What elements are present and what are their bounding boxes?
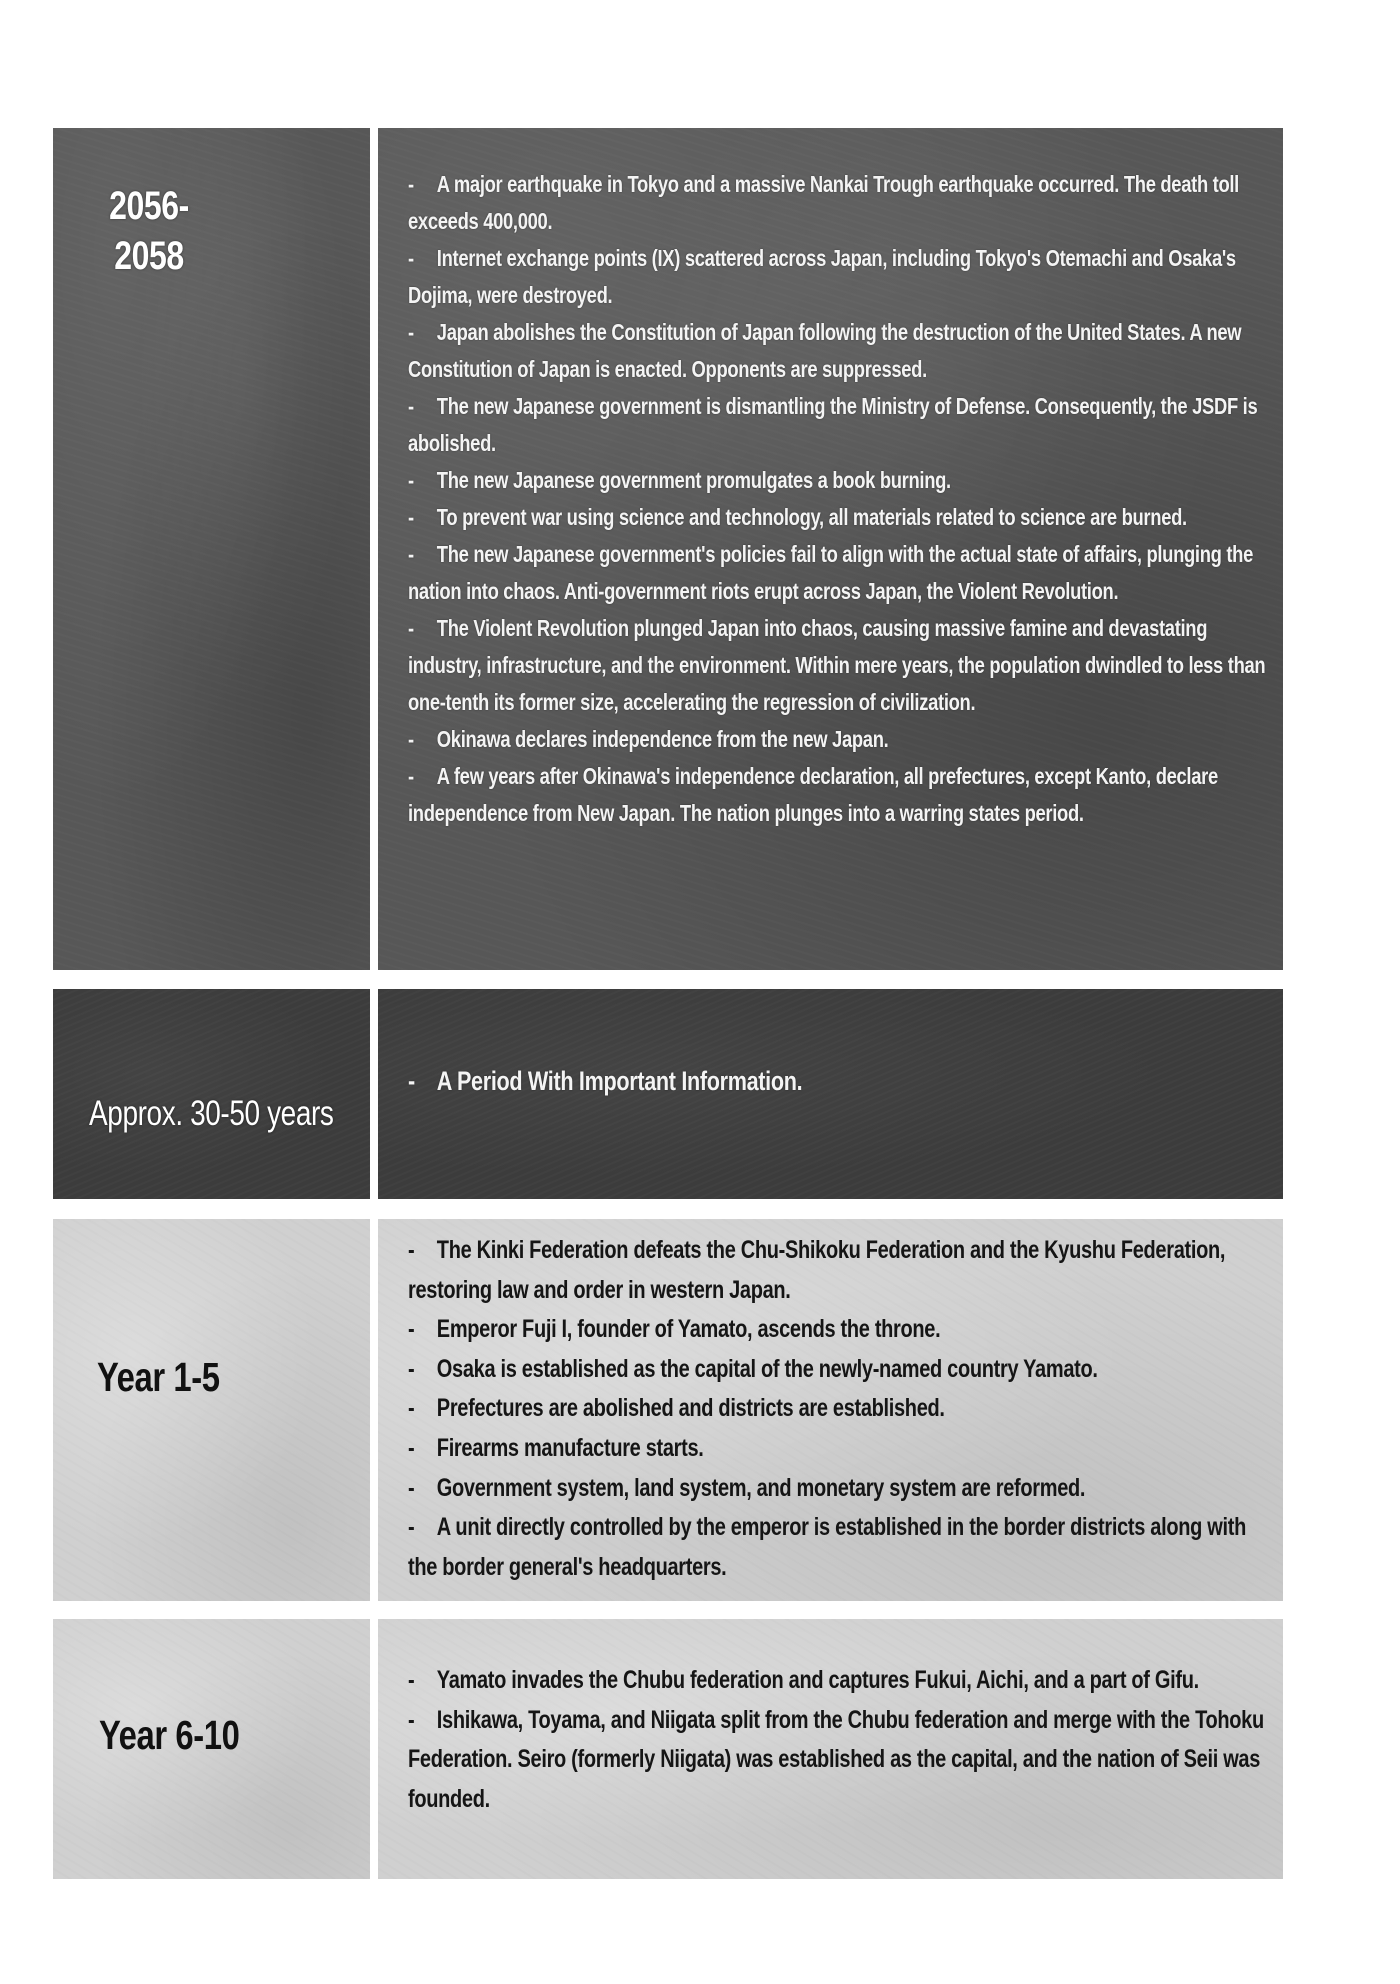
period-label-cell [53,1219,370,1601]
bullet-dash: - [408,1666,415,1694]
bullet-dash: - [408,1236,415,1264]
list-item [408,314,1272,388]
list-item [408,1389,1272,1429]
list-item [408,758,1272,832]
event-list [408,1661,1272,1819]
period-label: Year 6-10 [99,1712,240,1758]
bullet-dash: - [408,1394,415,1423]
event-list-cell [378,989,1283,1199]
list-item [408,499,1272,536]
period-label: Approx. 30-50 years [89,1094,334,1133]
list-item-text: Emperor Fuji I, founder of Yamato, ascends the throne. [436,1315,941,1344]
period-label-line: 2056- [109,184,189,228]
list-item [408,721,1272,758]
bullet-dash: - [408,1473,415,1502]
timeline-row-year-6-10 [53,1619,1283,1879]
list-item-text: The Kinki Federation defeats the Chu-Shikoku Federation and the Kyushu Federation, restoring law and order in western Japan. [408,1236,1226,1304]
period-label-line: 2058 [114,234,184,278]
list-item [408,1231,1272,1310]
list-item-text: Okinawa declares independence from the new Japan. [436,726,889,752]
list-item [408,1661,1272,1701]
list-item-text: The new Japanese government promulgates a book burning. [436,467,951,493]
timeline-row-approx-30-50-years [53,989,1283,1199]
list-item [408,166,1272,240]
bullet-dash: - [408,171,414,197]
list-item-text: Osaka is established as the capital of the newly-named country Yamato. [436,1354,1098,1383]
timeline-row-2056-2058 [53,128,1283,970]
period-label-cell [53,128,370,970]
timeline-row-year-1-5 [53,1219,1283,1601]
list-item [408,610,1272,721]
period-label: Year 1-5 [97,1354,220,1400]
period-label-cell [53,989,370,1199]
list-item [408,462,1272,499]
bullet-dash: - [408,763,414,789]
bullet-dash: - [408,467,414,493]
list-item [408,1061,1272,1101]
list-item [408,1310,1272,1350]
bullet-dash: - [408,319,414,345]
bullet-dash: - [408,1315,415,1344]
list-item-text: A few years after Okinawa's independence declaration, all prefectures, except Kanto, declare independence from New Japan. The nation plunges into a warring states period. [408,763,1218,826]
bullet-dash: - [408,1513,415,1542]
list-item-text: Yamato invades the Chubu federation and captures Fukui, Aichi, and a part of Gifu. [436,1666,1199,1694]
list-item [408,1429,1272,1469]
period-label [101,181,197,281]
bullet-dash: - [408,393,414,419]
list-item [408,240,1272,314]
bullet-dash: - [408,1705,415,1734]
event-list [408,1061,1272,1101]
bullet-dash: - [408,1433,415,1462]
list-item [408,1701,1272,1820]
list-item [408,1469,1272,1509]
list-item [408,1508,1272,1587]
event-list-cell [378,1619,1283,1879]
list-item-text: The Violent Revolution plunged Japan into chaos, causing massive famine and devastating industry, infrastructure, and the environment. Within mere years, the population dwindled to less than one-tenth its former size, accelerating the regression of civilization. [408,615,1266,715]
event-list-cell [378,128,1283,970]
bullet-dash: - [408,1354,415,1383]
list-item-text: To prevent war using science and technology, all materials related to science are burned. [436,504,1187,530]
list-item-text: Japan abolishes the Constitution of Japan following the destruction of the United States. A new Constitution of Japan is enacted. Opponents are suppressed. [408,319,1242,382]
list-item-text: A major earthquake in Tokyo and a massive Nankai Trough earthquake occurred. The death toll exceeds 400,000. [408,171,1239,234]
bullet-dash: - [408,245,414,271]
list-item-text: A Period With Important Information. [436,1066,803,1096]
list-item-text: A unit directly controlled by the emperor is established in the border districts along with the border general's headquarters. [408,1513,1246,1581]
list-item-text: Internet exchange points (IX) scattered across Japan, including Tokyo's Otemachi and Osaka's Dojima, were destroyed. [408,245,1236,308]
event-list [408,1231,1272,1587]
event-list [408,166,1272,832]
list-item [408,388,1272,462]
list-item-text: Ishikawa, Toyama, and Niigata split from the Chubu federation and merge with the Tohoku Federation. Seiro (formerly Niigata) was established as the capital, and the nation of Seii was founded. [408,1705,1264,1813]
bullet-dash: - [408,615,414,641]
period-label-cell [53,1619,370,1879]
bullet-dash: - [408,541,414,567]
list-item-text: Firearms manufacture starts. [436,1433,704,1462]
list-item [408,1350,1272,1390]
list-item-text: The new Japanese government's policies fail to align with the actual state of affairs, plunging the nation into chaos. Anti-government riots erupt across Japan, the Violent Revolution. [408,541,1253,604]
list-item-text: Prefectures are abolished and districts are established. [436,1394,945,1423]
list-item-text: Government system, land system, and monetary system are reformed. [436,1473,1086,1502]
event-list-cell [378,1219,1283,1601]
list-item-text: The new Japanese government is dismantling the Ministry of Defense. Consequently, the JSDF is abolished. [408,393,1258,456]
bullet-dash: - [408,504,414,530]
list-item [408,536,1272,610]
bullet-dash: - [408,726,414,752]
bullet-dash: - [408,1066,415,1096]
